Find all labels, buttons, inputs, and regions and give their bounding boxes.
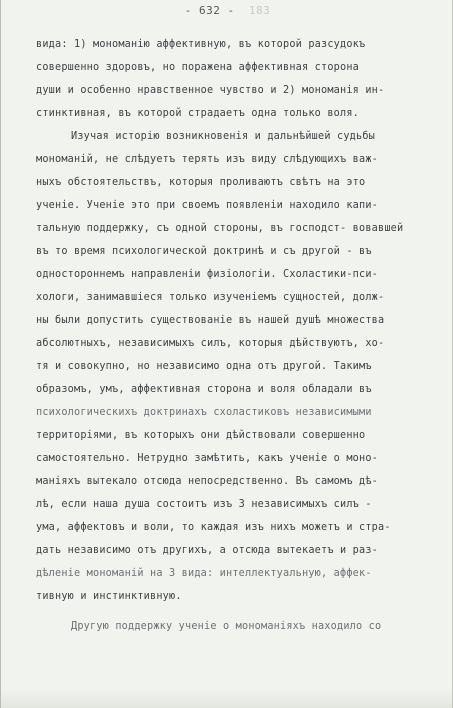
text-line: тя и совокупно, но независимо одна отъ другой. Такимъ xyxy=(36,361,372,372)
text-line: лѣ, если наша душа состоитъ изъ 3 независимыхъ силъ - xyxy=(36,499,372,510)
text-line: абсолютныхъ, независимыхъ силъ, которыя дѣйствуютъ, хо- xyxy=(36,338,385,349)
ghost-page-number: 183 xyxy=(248,4,271,17)
text-line: ны были допустить существованіе въ нашей душѣ множества xyxy=(36,315,385,326)
text-line: въ то время психологической доктринѣ и съ другой - въ xyxy=(36,246,372,257)
page-bottom-edge xyxy=(1,690,453,708)
text-line: дать независимо отъ другихъ, а отсюда вытекаетъ и раз- xyxy=(36,545,379,556)
text-line: ныхъ обстоятельствъ, которыя проливаютъ свѣтъ на это xyxy=(36,177,366,188)
text-line: стинктивная, въ которой страдаетъ одна только воля. xyxy=(36,108,360,119)
text-line: Другую поддержку ученіе о мономаніяхъ находило со xyxy=(71,621,382,632)
text-line: территоріями, въ которыхъ они дѣйствовали совершенно xyxy=(36,430,366,441)
text-line: дѣленіе мономаній на 3 вида: интеллектуальную, аффек- xyxy=(36,568,372,579)
page-number xyxy=(1,4,453,17)
text-line: самостоятельно. Нетрудно замѣтить, какъ ученіе о моно- xyxy=(36,453,379,464)
text-line: тивную и инстинктивную. xyxy=(36,591,182,602)
text-line: вида: 1) мономанію аффективную, въ которой разсудокъ xyxy=(36,39,366,50)
text-line: Изучая исторію возникновенія и дальнѣйшей судьбы xyxy=(71,131,376,142)
text-line: психологическихъ доктринахъ схоластиковъ независимыми xyxy=(36,407,372,418)
text-line: одностороннемъ направленіи физіологіи. Схоластики-пси- xyxy=(36,269,379,280)
text-line: хологи, занимавшіеся только изученіемъ сущностей, долж- xyxy=(36,292,385,303)
text-line: тальную поддержку, съ одной стороны, въ господст- вовавшей xyxy=(36,223,404,234)
page-number-value: - 632 - xyxy=(184,4,235,17)
text-line: ученіе. Ученіе это при своемъ появленіи находило капи- xyxy=(36,200,379,211)
text-line: ума, аффектовъ и воли, то каждая изъ нихъ можетъ и стра- xyxy=(36,522,391,533)
text-line: маніяхъ вытекало отсюда непосредственно. Въ самомъ дѣ- xyxy=(36,476,379,487)
text-line: образомъ, умъ, аффективная сторона и воля обладали въ xyxy=(36,384,372,395)
text-line: мономаній, не слѣдуетъ терять изъ виду слѣдующихъ важ- xyxy=(36,154,379,165)
text-line: совершенно здоровъ, но поражена аффективная сторона xyxy=(36,62,360,73)
text-line: души и особенно нравственное чувство и 2) мономанія ин- xyxy=(36,85,385,96)
